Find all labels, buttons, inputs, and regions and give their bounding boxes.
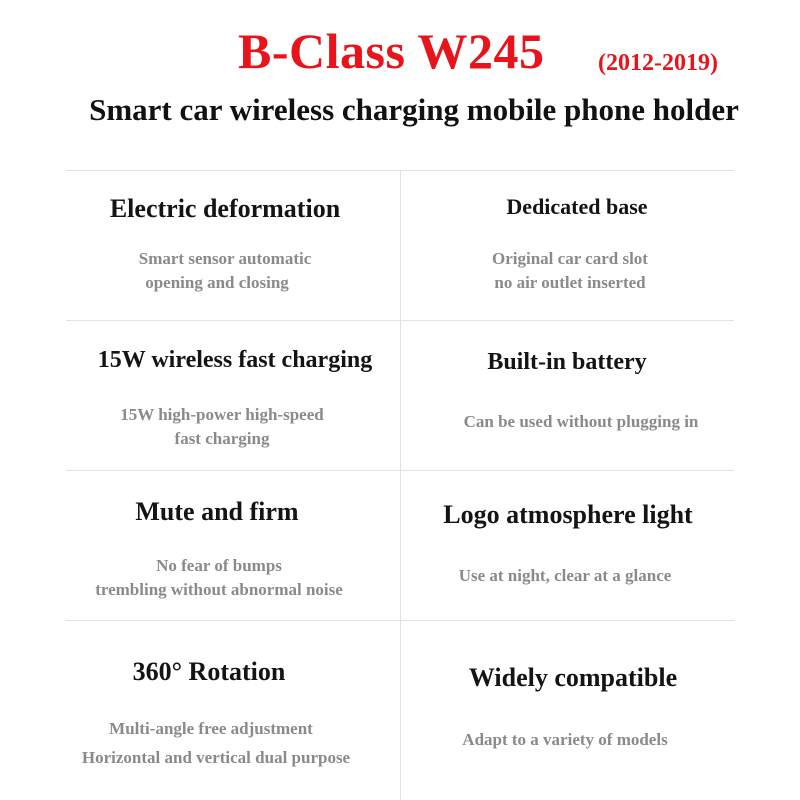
feature-desc-logo-atmosphere-light <box>420 564 730 588</box>
feature-title-wireless-charging: 15W wireless fast charging <box>97 347 373 373</box>
feature-desc-line: fast charging <box>174 429 270 448</box>
feature-title-dedicated-base: Dedicated base <box>506 194 648 219</box>
feature-desc-dedicated-base <box>420 247 730 295</box>
feature-desc-line: Smart sensor automatic <box>138 249 312 268</box>
header <box>0 22 800 82</box>
feature-desc-wireless-charging <box>70 403 380 451</box>
feature-desc-line: 15W high-power high-speed <box>120 405 324 424</box>
feature-title-360-rotation: 360° Rotation <box>132 657 286 686</box>
feature-desc-line: Multi-angle free adjustment <box>109 719 313 738</box>
feature-desc-line: Use at night, clear at a glance <box>458 566 672 585</box>
feature-desc-line: trembling without abnormal noise <box>95 580 343 599</box>
feature-desc-line: Horizontal and vertical dual purpose <box>81 748 351 767</box>
feature-desc-360-rotation <box>56 714 376 772</box>
feature-desc-line: opening and closing <box>145 273 289 292</box>
feature-title-electric-deformation: Electric deformation <box>109 194 341 223</box>
feature-desc-line: No fear of bumps <box>156 556 282 575</box>
page-subtitle: Smart car wireless charging mobile phone holder <box>89 92 739 127</box>
feature-desc-widely-compatible <box>420 728 730 752</box>
page-title: B-Class W245 <box>238 23 545 79</box>
feature-desc-line: Adapt to a variety of models <box>462 730 668 749</box>
feature-desc-mute-and-firm <box>64 554 374 602</box>
feature-title-widely-compatible: Widely compatible <box>468 663 678 692</box>
feature-desc-built-in-battery <box>416 410 746 434</box>
feature-title-logo-atmosphere-light: Logo atmosphere light <box>443 500 693 529</box>
feature-title-mute-and-firm: Mute and firm <box>135 497 299 526</box>
feature-desc-line: Original car card slot <box>492 249 648 268</box>
feature-desc-line: no air outlet inserted <box>494 273 646 292</box>
model-years: (2012-2019) <box>598 50 718 76</box>
divider-column <box>400 170 401 800</box>
feature-desc-electric-deformation <box>70 247 380 295</box>
feature-desc-line: Can be used without plugging in <box>463 412 699 431</box>
feature-title-built-in-battery: Built-in battery <box>487 349 647 375</box>
